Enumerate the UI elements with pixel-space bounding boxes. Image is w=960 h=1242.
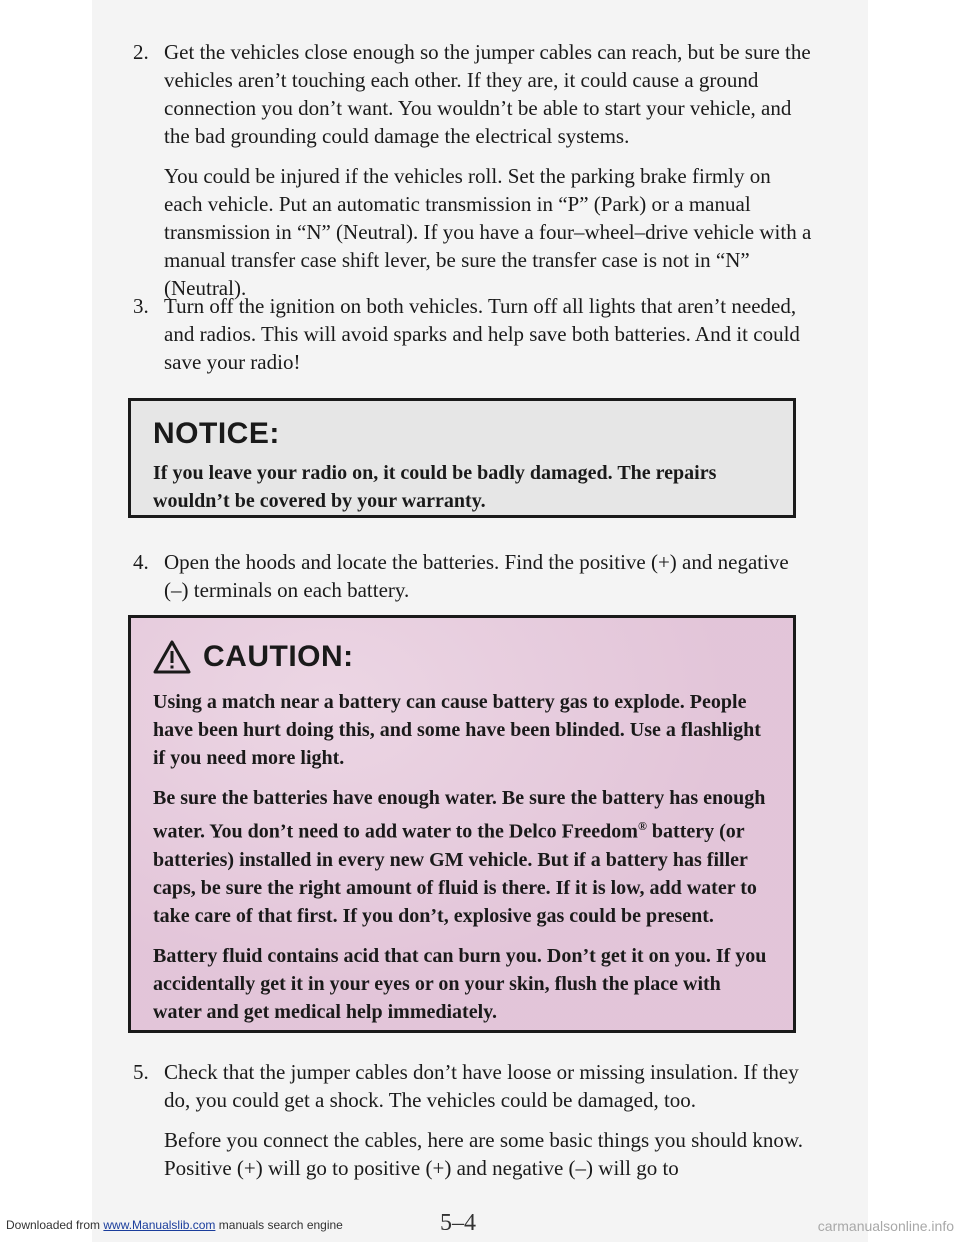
- step-paragraph: Get the vehicles close enough so the jumper cables can reach, but be sure the vehicles aren’t touching each other. If they are, it could cause a ground connection you don’t want. You wouldn’t be able to start your vehicle, and the bad grounding could damage the electrical systems.: [164, 40, 811, 148]
- warning-triangle-icon: [153, 640, 191, 674]
- caution-paragraph: Be sure the batteries have enough water. Be sure the battery has enough water. You don’t need to add water to the Delco Freedom® battery (or batteries) installed in every new GM vehicle. But if a battery has filler caps, be sure the right amount of fluid is there. If it is low, add water to take care of that first. If you don’t, explosive gas could be present.: [153, 787, 766, 927]
- step-4: [133, 548, 813, 604]
- manualslib-link[interactable]: www.Manualslib.com: [103, 1218, 216, 1232]
- step-number: 5.: [133, 1060, 149, 1084]
- caution-paragraph: Using a match near a battery can cause battery gas to explode. People have been hurt doing this, and some have been blinded. Use a flashlight if you need more light.: [153, 691, 761, 769]
- step-paragraph: Open the hoods and locate the batteries. Find the positive (+) and negative (–) terminals on each battery.: [164, 550, 789, 602]
- step-3: [133, 292, 813, 376]
- notice-box: [128, 398, 796, 518]
- caution-heading: CAUTION:: [203, 640, 354, 673]
- caution-header: [153, 640, 354, 674]
- watermark: carmanualsonline.info: [817, 1218, 954, 1234]
- step-2: [133, 38, 813, 302]
- registered-mark: ®: [637, 819, 647, 833]
- step-paragraph: Check that the jumper cables don’t have loose or missing insulation. If they do, you could get a shock. The vehicles could be damaged, too.: [164, 1060, 799, 1112]
- step-paragraph: Before you connect the cables, here are some basic things you should know. Positive (+) will go to positive (+) and negative (–) will go to: [164, 1128, 803, 1180]
- page-number: 5–4: [440, 1210, 476, 1236]
- caution-paragraph: Battery fluid contains acid that can burn you. Don’t get it on you. If you accidentally get it in your eyes or on your skin, flush the place with water and get medical help immediately.: [153, 944, 767, 1023]
- step-paragraph: Turn off the ignition on both vehicles. Turn off all lights that aren’t needed, and radios. This will avoid sparks and help save both batteries. And it could save your radio!: [164, 294, 800, 374]
- step-number: 3.: [133, 294, 149, 318]
- step-number: 4.: [133, 550, 149, 574]
- step-5: [133, 1058, 813, 1182]
- step-number: 2.: [133, 40, 149, 64]
- step-paragraph: You could be injured if the vehicles roll. Set the parking brake firmly on each vehicle. Put an automatic transmission in “P” (Park) or a manual transmission in “N” (Neutral). If you have a four–wheel–drive vehicle with a manual transfer case shift lever, be sure the transfer case is not in “N” (Neutral).: [164, 164, 812, 300]
- page-footer: [0, 1210, 960, 1242]
- notice-text: If you leave your radio on, it could be badly damaged. The repairs wouldn’t be covered by your warranty.: [153, 462, 717, 512]
- caution-box: [128, 615, 796, 1033]
- download-credit: Downloaded from www.Manualslib.com manuals search engine: [6, 1218, 343, 1232]
- notice-heading: NOTICE:: [153, 417, 280, 450]
